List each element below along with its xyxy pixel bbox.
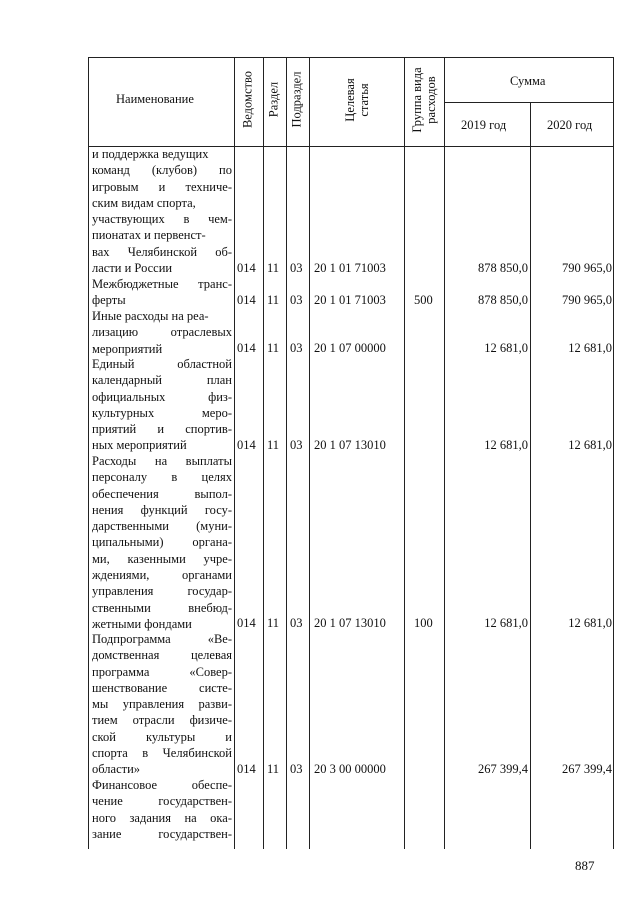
row-5-name xyxy=(92,631,232,778)
row-3-2020: 12 681,0 xyxy=(568,438,612,452)
row-5-name-line: тием отрасли физиче- xyxy=(92,713,232,728)
row-5-name-line: домственная целевая xyxy=(92,648,232,663)
row-1-section: 11 xyxy=(267,293,280,307)
row-4-name-line: ственными внебюд- xyxy=(92,600,232,615)
row-0-name-line: ским видам спорта, xyxy=(92,195,196,210)
row-2-subsection: 03 xyxy=(290,341,303,355)
col-border-2019 xyxy=(530,102,531,849)
row-1-name-line: ферты xyxy=(92,293,126,308)
row-3-name xyxy=(92,356,232,454)
row-1-target: 20 1 01 71003 xyxy=(314,293,386,307)
header-target-line1: Целевая xyxy=(343,78,357,122)
row-0-2020: 790 965,0 xyxy=(562,261,612,275)
row-1-2019: 878 850,0 xyxy=(478,293,528,307)
row-3-section: 11 xyxy=(267,438,280,452)
row-0-name-line: вах Челябинской об- xyxy=(92,244,232,259)
row-4-group: 100 xyxy=(414,616,433,630)
page-number: 887 xyxy=(575,858,595,873)
row-2-section: 11 xyxy=(267,341,280,355)
row-5-name-line: Подпрограмма «Ве- xyxy=(92,632,232,646)
row-5-name-line: области» xyxy=(92,762,141,777)
header-target-line2: статья xyxy=(357,83,371,117)
col-border-left xyxy=(88,57,89,849)
row-2-name-line: мероприятий xyxy=(92,341,163,356)
row-3-name-line: приятий и спортив- xyxy=(92,422,232,437)
row-2-name xyxy=(92,308,232,357)
row-1-name xyxy=(92,276,232,309)
row-6-name-line: ного задания на ока- xyxy=(92,810,232,825)
header-target xyxy=(343,60,371,140)
row-4-2019: 12 681,0 xyxy=(484,616,528,630)
row-0-target: 20 1 01 71003 xyxy=(314,261,386,275)
row-4-name-line: обеспечения выпол- xyxy=(92,486,232,501)
row-5-name-line: программа «Совер- xyxy=(92,664,232,679)
col-border-name xyxy=(234,57,235,849)
row-0-name-line: игровым и техниче- xyxy=(92,179,232,194)
row-2-target: 20 1 07 00000 xyxy=(314,341,386,355)
row-3-subsection: 03 xyxy=(290,438,303,452)
row-0-2019: 878 850,0 xyxy=(478,261,528,275)
row-4-name-line: нения функций госу- xyxy=(92,502,232,517)
row-5-2019: 267 399,4 xyxy=(478,762,528,776)
row-2-name-line: Иные расходы на реа- xyxy=(92,309,209,323)
row-2-2020: 12 681,0 xyxy=(568,341,612,355)
row-4-name-line: жетными фондами xyxy=(92,616,192,631)
row-3-name-line: календарный план xyxy=(92,373,232,388)
row-1-group: 500 xyxy=(414,293,433,307)
header-dept: Ведомство xyxy=(240,70,255,129)
row-5-section: 11 xyxy=(267,762,280,776)
row-4-name-line: персоналу в целях xyxy=(92,470,232,485)
row-3-name-line: ных мероприятий xyxy=(92,438,187,453)
col-border-dept xyxy=(263,57,264,849)
header-subsection: Подраздел xyxy=(289,71,304,128)
row-0-name-line: ласти и России xyxy=(92,261,173,276)
row-2-2019: 12 681,0 xyxy=(484,341,528,355)
row-4-dept: 014 xyxy=(237,616,256,630)
col-border-target xyxy=(404,57,405,849)
row-4-name-line: ципальными) органа- xyxy=(92,535,232,550)
row-4-section: 11 xyxy=(267,616,280,630)
row-0-name-line: и поддержка ведущих xyxy=(92,147,209,161)
row-6-name xyxy=(92,777,232,842)
row-1-name-line: Межбюджетные транс- xyxy=(92,277,232,291)
header-year-2019: 2019 год xyxy=(461,118,507,132)
header-section: Раздел xyxy=(266,81,281,118)
header-expense-group-line1: Группа вида xyxy=(410,67,424,133)
row-4-target: 20 1 07 13010 xyxy=(314,616,386,630)
row-5-name-line: шенствование систе- xyxy=(92,680,232,695)
row-5-name-line: ской культуры и xyxy=(92,729,232,744)
row-5-target: 20 3 00 00000 xyxy=(314,762,386,776)
row-3-name-line: культурных меро- xyxy=(92,405,232,420)
header-expense-group xyxy=(410,60,438,140)
row-4-name-line: управления государ- xyxy=(92,584,232,599)
row-2-name-line: лизацию отраслевых xyxy=(92,325,232,340)
row-0-name-line: команд (клубов) по xyxy=(92,163,232,178)
row-0-subsection: 03 xyxy=(290,261,303,275)
header-sum: Сумма xyxy=(510,74,546,88)
row-0-section: 11 xyxy=(267,261,280,275)
row-3-name-line: официальных физ- xyxy=(92,389,232,404)
row-1-2020: 790 965,0 xyxy=(562,293,612,307)
row-6-name-line: зание государствен- xyxy=(92,826,232,841)
row-3-dept: 014 xyxy=(237,438,256,452)
row-4-name-line: Расходы на выплаты xyxy=(92,454,232,468)
row-2-dept: 014 xyxy=(237,341,256,355)
row-0-name-line: пионатах и первенст- xyxy=(92,228,206,243)
row-5-2020: 267 399,4 xyxy=(562,762,612,776)
sum-subheader-divider xyxy=(444,102,614,103)
row-5-subsection: 03 xyxy=(290,762,303,776)
row-5-name-line: мы управления разви- xyxy=(92,697,232,712)
col-border-right xyxy=(613,57,614,849)
col-border-section xyxy=(286,57,287,849)
row-0-name xyxy=(92,146,232,276)
row-5-dept: 014 xyxy=(237,762,256,776)
row-0-name-line: участвующих в чем- xyxy=(92,212,232,227)
header-expense-group-line2: расходов xyxy=(424,76,438,124)
row-4-name xyxy=(92,453,232,632)
row-3-name-line: Единый областной xyxy=(92,357,232,371)
row-4-name-line: ждениями, органами xyxy=(92,568,232,583)
row-3-2019: 12 681,0 xyxy=(484,438,528,452)
row-0-dept: 014 xyxy=(237,261,256,275)
row-6-name-line: чение государствен- xyxy=(92,794,232,809)
row-1-subsection: 03 xyxy=(290,293,303,307)
row-3-target: 20 1 07 13010 xyxy=(314,438,386,452)
row-4-subsection: 03 xyxy=(290,616,303,630)
row-4-2020: 12 681,0 xyxy=(568,616,612,630)
row-1-dept: 014 xyxy=(237,293,256,307)
row-4-name-line: дарственными (муни- xyxy=(92,519,232,534)
header-name: Наименование xyxy=(116,92,194,106)
col-border-group xyxy=(444,57,445,849)
header-year-2020: 2020 год xyxy=(547,118,593,132)
table-top-border xyxy=(88,57,614,58)
row-6-name-line: Финансовое обеспе- xyxy=(92,778,232,792)
col-border-subsection xyxy=(309,57,310,849)
row-4-name-line: ми, казенными учре- xyxy=(92,551,232,566)
row-5-name-line: спорта в Челябинской xyxy=(92,746,232,761)
